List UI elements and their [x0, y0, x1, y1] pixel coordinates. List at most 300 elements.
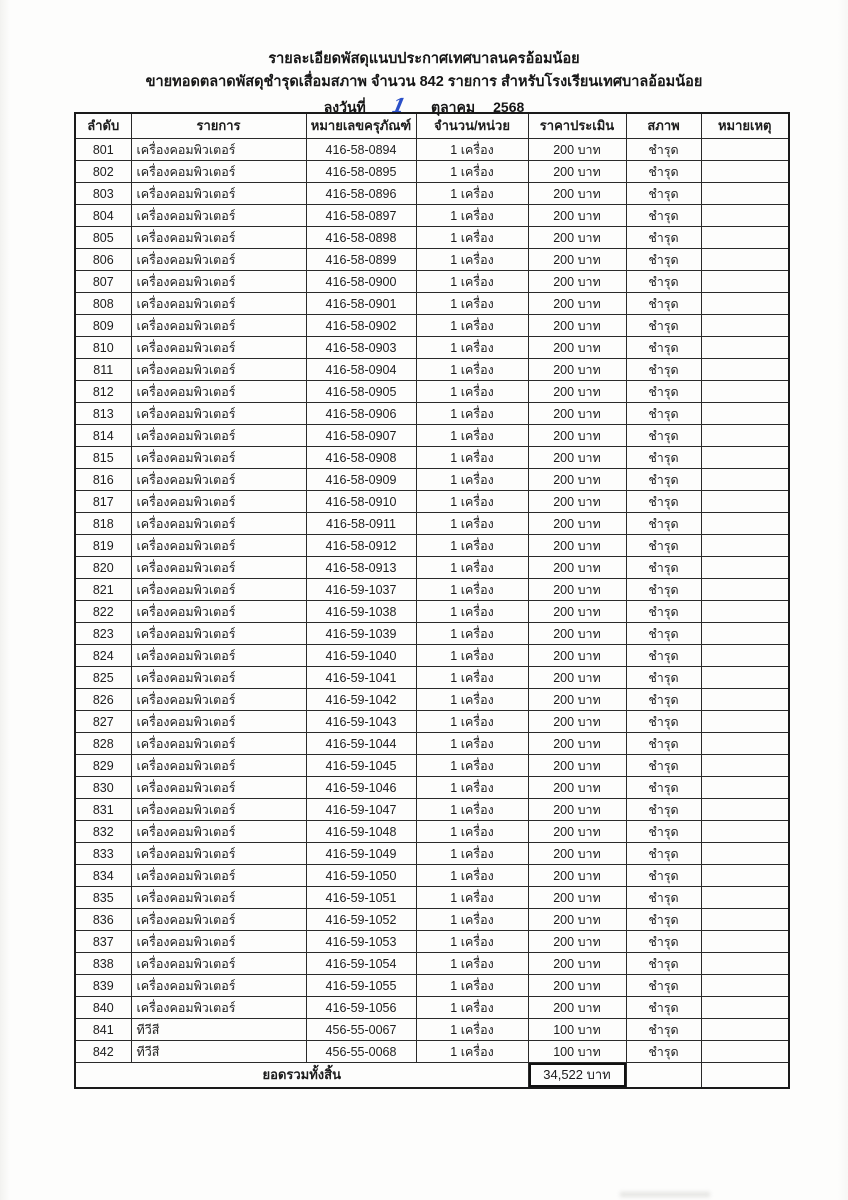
table-row [75, 513, 789, 535]
cell-condition: ชำรุด [626, 953, 701, 975]
cell-quantity: 1 เครื่อง [416, 909, 528, 931]
cell-item: เครื่องคอมพิวเตอร์ [131, 161, 306, 183]
table-row [75, 843, 789, 865]
table-row [75, 931, 789, 953]
cell-index: 814 [75, 425, 131, 447]
table-row [75, 425, 789, 447]
table-row [75, 579, 789, 601]
cell-serial: 416-59-1053 [306, 931, 416, 953]
cell-item: เครื่องคอมพิวเตอร์ [131, 953, 306, 975]
cell-serial: 416-58-0894 [306, 139, 416, 161]
cell-note [701, 139, 789, 161]
cell-item: เครื่องคอมพิวเตอร์ [131, 579, 306, 601]
total-row [75, 1063, 789, 1089]
cell-price: 200 บาท [528, 689, 626, 711]
scan-artifact [620, 1192, 710, 1197]
cell-quantity: 1 เครื่อง [416, 381, 528, 403]
cell-serial: 456-55-0067 [306, 1019, 416, 1041]
cell-condition: ชำรุด [626, 909, 701, 931]
table-row [75, 227, 789, 249]
cell-price: 200 บาท [528, 975, 626, 997]
cell-index: 819 [75, 535, 131, 557]
cell-condition: ชำรุด [626, 293, 701, 315]
table-row [75, 491, 789, 513]
cell-item: เครื่องคอมพิวเตอร์ [131, 667, 306, 689]
cell-serial: 416-59-1037 [306, 579, 416, 601]
cell-price: 100 บาท [528, 1019, 626, 1041]
cell-condition: ชำรุด [626, 227, 701, 249]
cell-quantity: 1 เครื่อง [416, 469, 528, 491]
cell-price: 200 บาท [528, 513, 626, 535]
cell-note [701, 183, 789, 205]
date-prefix-label: ลงวันที่ [323, 99, 366, 115]
asset-table [74, 112, 790, 1089]
cell-note [701, 447, 789, 469]
cell-note [701, 205, 789, 227]
table-row [75, 953, 789, 975]
cell-condition: ชำรุด [626, 931, 701, 953]
cell-condition: ชำรุด [626, 447, 701, 469]
cell-price: 200 บาท [528, 755, 626, 777]
table-row [75, 403, 789, 425]
cell-item: เครื่องคอมพิวเตอร์ [131, 227, 306, 249]
cell-condition: ชำรุด [626, 711, 701, 733]
cell-price: 200 บาท [528, 667, 626, 689]
cell-note [701, 953, 789, 975]
table-row [75, 293, 789, 315]
cell-condition: ชำรุด [626, 623, 701, 645]
cell-quantity: 1 เครื่อง [416, 953, 528, 975]
cell-serial: 416-58-0911 [306, 513, 416, 535]
table-row [75, 271, 789, 293]
cell-condition: ชำรุด [626, 865, 701, 887]
column-header-note: หมายเหตุ [701, 113, 789, 139]
column-header-serial: หมายเลขครุภัณฑ์ [306, 113, 416, 139]
cell-serial: 416-58-0910 [306, 491, 416, 513]
cell-condition: ชำรุด [626, 975, 701, 997]
cell-quantity: 1 เครื่อง [416, 843, 528, 865]
cell-item: เครื่องคอมพิวเตอร์ [131, 447, 306, 469]
cell-index: 812 [75, 381, 131, 403]
cell-quantity: 1 เครื่อง [416, 403, 528, 425]
cell-index: 810 [75, 337, 131, 359]
cell-condition: ชำรุด [626, 997, 701, 1019]
column-header-condition: สภาพ [626, 113, 701, 139]
cell-index: 806 [75, 249, 131, 271]
cell-condition: ชำรุด [626, 557, 701, 579]
cell-condition: ชำรุด [626, 271, 701, 293]
cell-index: 839 [75, 975, 131, 997]
cell-quantity: 1 เครื่อง [416, 139, 528, 161]
cell-quantity: 1 เครื่อง [416, 733, 528, 755]
cell-note [701, 381, 789, 403]
table-header-row [75, 113, 789, 139]
handwritten-date-day: 1 [389, 95, 408, 117]
cell-note [701, 843, 789, 865]
cell-index: 818 [75, 513, 131, 535]
cell-price: 200 บาท [528, 909, 626, 931]
cell-quantity: 1 เครื่อง [416, 359, 528, 381]
cell-quantity: 1 เครื่อง [416, 491, 528, 513]
cell-index: 828 [75, 733, 131, 755]
cell-serial: 416-59-1051 [306, 887, 416, 909]
cell-condition: ชำรุด [626, 777, 701, 799]
cell-index: 815 [75, 447, 131, 469]
cell-price: 200 บาท [528, 469, 626, 491]
cell-note [701, 557, 789, 579]
cell-serial: 416-59-1054 [306, 953, 416, 975]
cell-index: 805 [75, 227, 131, 249]
cell-item: เครื่องคอมพิวเตอร์ [131, 491, 306, 513]
cell-item: เครื่องคอมพิวเตอร์ [131, 469, 306, 491]
cell-index: 820 [75, 557, 131, 579]
cell-note [701, 425, 789, 447]
table-row [75, 1041, 789, 1063]
cell-item: เครื่องคอมพิวเตอร์ [131, 909, 306, 931]
document-title-line2: ขายทอดตลาดพัสดุชำรุดเสื่อมสภาพ จำนวน 842 รายการ สำหรับโรงเรียนเทศบาลอ้อมน้อย [145, 74, 703, 90]
cell-note [701, 997, 789, 1019]
cell-condition: ชำรุด [626, 645, 701, 667]
cell-item: เครื่องคอมพิวเตอร์ [131, 711, 306, 733]
cell-index: 817 [75, 491, 131, 513]
cell-serial: 416-58-0904 [306, 359, 416, 381]
cell-condition: ชำรุด [626, 381, 701, 403]
cell-serial: 416-59-1042 [306, 689, 416, 711]
cell-serial: 416-59-1045 [306, 755, 416, 777]
cell-serial: 416-59-1048 [306, 821, 416, 843]
cell-quantity: 1 เครื่อง [416, 557, 528, 579]
cell-item: ทีวีสี [131, 1019, 306, 1041]
cell-note [701, 249, 789, 271]
cell-index: 811 [75, 359, 131, 381]
cell-price: 200 บาท [528, 931, 626, 953]
cell-price: 200 บาท [528, 183, 626, 205]
table-row [75, 601, 789, 623]
document-header [0, 0, 848, 118]
cell-price: 200 บาท [528, 799, 626, 821]
cell-serial: 416-58-0905 [306, 381, 416, 403]
cell-index: 807 [75, 271, 131, 293]
cell-quantity: 1 เครื่อง [416, 777, 528, 799]
cell-serial: 416-59-1044 [306, 733, 416, 755]
cell-serial: 416-59-1047 [306, 799, 416, 821]
cell-price: 200 บาท [528, 161, 626, 183]
table-row [75, 997, 789, 1019]
cell-note [701, 403, 789, 425]
cell-index: 840 [75, 997, 131, 1019]
cell-note [701, 315, 789, 337]
table-row [75, 623, 789, 645]
table-row [75, 249, 789, 271]
cell-index: 816 [75, 469, 131, 491]
cell-condition: ชำรุด [626, 205, 701, 227]
cell-item: เครื่องคอมพิวเตอร์ [131, 777, 306, 799]
cell-quantity: 1 เครื่อง [416, 755, 528, 777]
cell-item: เครื่องคอมพิวเตอร์ [131, 249, 306, 271]
cell-item: เครื่องคอมพิวเตอร์ [131, 887, 306, 909]
cell-item: เครื่องคอมพิวเตอร์ [131, 271, 306, 293]
cell-condition: ชำรุด [626, 821, 701, 843]
column-header-quantity: จำนวน/หน่วย [416, 113, 528, 139]
cell-quantity: 1 เครื่อง [416, 271, 528, 293]
cell-quantity: 1 เครื่อง [416, 205, 528, 227]
cell-quantity: 1 เครื่อง [416, 513, 528, 535]
cell-note [701, 645, 789, 667]
cell-price: 200 บาท [528, 381, 626, 403]
cell-serial: 456-55-0068 [306, 1041, 416, 1063]
cell-index: 833 [75, 843, 131, 865]
cell-item: เครื่องคอมพิวเตอร์ [131, 315, 306, 337]
cell-quantity: 1 เครื่อง [416, 183, 528, 205]
cell-quantity: 1 เครื่อง [416, 425, 528, 447]
table-row [75, 359, 789, 381]
table-row [75, 777, 789, 799]
table-row [75, 161, 789, 183]
cell-condition: ชำรุด [626, 403, 701, 425]
cell-serial: 416-59-1039 [306, 623, 416, 645]
cell-condition: ชำรุด [626, 887, 701, 909]
cell-serial: 416-58-0898 [306, 227, 416, 249]
table-row [75, 711, 789, 733]
cell-price: 200 บาท [528, 777, 626, 799]
cell-index: 831 [75, 799, 131, 821]
cell-item: เครื่องคอมพิวเตอร์ [131, 975, 306, 997]
total-value: 34,522 บาท [528, 1063, 626, 1089]
cell-index: 824 [75, 645, 131, 667]
cell-price: 200 บาท [528, 997, 626, 1019]
cell-quantity: 1 เครื่อง [416, 799, 528, 821]
cell-note [701, 1019, 789, 1041]
table-row [75, 205, 789, 227]
cell-price: 200 บาท [528, 205, 626, 227]
cell-note [701, 535, 789, 557]
cell-quantity: 1 เครื่อง [416, 689, 528, 711]
table-row [75, 315, 789, 337]
cell-index: 832 [75, 821, 131, 843]
cell-serial: 416-59-1050 [306, 865, 416, 887]
cell-index: 809 [75, 315, 131, 337]
cell-price: 200 บาท [528, 359, 626, 381]
table-row [75, 469, 789, 491]
cell-note [701, 359, 789, 381]
cell-quantity: 1 เครื่อง [416, 293, 528, 315]
cell-serial: 416-58-0899 [306, 249, 416, 271]
cell-quantity: 1 เครื่อง [416, 931, 528, 953]
table-row [75, 645, 789, 667]
cell-note [701, 227, 789, 249]
cell-note [701, 469, 789, 491]
table-row [75, 183, 789, 205]
cell-index: 830 [75, 777, 131, 799]
cell-quantity: 1 เครื่อง [416, 821, 528, 843]
cell-note [701, 865, 789, 887]
cell-item: เครื่องคอมพิวเตอร์ [131, 183, 306, 205]
cell-note [701, 887, 789, 909]
table-row [75, 337, 789, 359]
cell-serial: 416-58-0909 [306, 469, 416, 491]
cell-serial: 416-59-1043 [306, 711, 416, 733]
column-header-index: ลำดับ [75, 113, 131, 139]
cell-condition: ชำรุด [626, 579, 701, 601]
cell-price: 200 บาท [528, 315, 626, 337]
cell-serial: 416-58-0903 [306, 337, 416, 359]
cell-price: 200 บาท [528, 953, 626, 975]
cell-note [701, 733, 789, 755]
cell-quantity: 1 เครื่อง [416, 1041, 528, 1063]
cell-item: เครื่องคอมพิวเตอร์ [131, 689, 306, 711]
cell-condition: ชำรุด [626, 799, 701, 821]
cell-price: 200 บาท [528, 403, 626, 425]
cell-price: 200 บาท [528, 337, 626, 359]
cell-condition: ชำรุด [626, 249, 701, 271]
cell-quantity: 1 เครื่อง [416, 975, 528, 997]
table-row [75, 909, 789, 931]
table-row [75, 755, 789, 777]
cell-note [701, 1041, 789, 1063]
date-year-label: 2568 [493, 99, 525, 115]
cell-note [701, 513, 789, 535]
cell-index: 842 [75, 1041, 131, 1063]
cell-note [701, 271, 789, 293]
table-row [75, 799, 789, 821]
cell-price: 200 บาท [528, 425, 626, 447]
cell-item: เครื่องคอมพิวเตอร์ [131, 821, 306, 843]
cell-price: 200 บาท [528, 645, 626, 667]
cell-quantity: 1 เครื่อง [416, 337, 528, 359]
cell-index: 808 [75, 293, 131, 315]
cell-serial: 416-59-1041 [306, 667, 416, 689]
table-row [75, 139, 789, 161]
cell-index: 836 [75, 909, 131, 931]
cell-condition: ชำรุด [626, 183, 701, 205]
cell-price: 200 บาท [528, 271, 626, 293]
cell-condition: ชำรุด [626, 337, 701, 359]
cell-condition: ชำรุด [626, 755, 701, 777]
cell-item: เครื่องคอมพิวเตอร์ [131, 205, 306, 227]
cell-index: 834 [75, 865, 131, 887]
cell-quantity: 1 เครื่อง [416, 249, 528, 271]
table-row [75, 667, 789, 689]
cell-serial: 416-58-0908 [306, 447, 416, 469]
cell-condition: ชำรุด [626, 1019, 701, 1041]
cell-condition: ชำรุด [626, 843, 701, 865]
cell-index: 821 [75, 579, 131, 601]
cell-serial: 416-58-0901 [306, 293, 416, 315]
cell-item: เครื่องคอมพิวเตอร์ [131, 733, 306, 755]
cell-serial: 416-58-0913 [306, 557, 416, 579]
cell-note [701, 755, 789, 777]
cell-item: ทีวีสี [131, 1041, 306, 1063]
cell-item: เครื่องคอมพิวเตอร์ [131, 557, 306, 579]
cell-note [701, 777, 789, 799]
table-row [75, 381, 789, 403]
document-title-line1: รายละเอียดพัสดุแนบประกาศเทศบาลนครอ้อมน้อย [268, 51, 580, 67]
total-label: ยอดรวมทั้งสิ้น [75, 1063, 528, 1089]
cell-index: 841 [75, 1019, 131, 1041]
cell-item: เครื่องคอมพิวเตอร์ [131, 645, 306, 667]
cell-condition: ชำรุด [626, 359, 701, 381]
cell-index: 804 [75, 205, 131, 227]
cell-condition: ชำรุด [626, 667, 701, 689]
cell-quantity: 1 เครื่อง [416, 1019, 528, 1041]
cell-price: 200 บาท [528, 491, 626, 513]
cell-price: 200 บาท [528, 139, 626, 161]
table-body [75, 139, 789, 1063]
cell-index: 838 [75, 953, 131, 975]
cell-condition: ชำรุด [626, 161, 701, 183]
cell-serial: 416-58-0912 [306, 535, 416, 557]
cell-item: เครื่องคอมพิวเตอร์ [131, 623, 306, 645]
cell-note [701, 579, 789, 601]
total-condition-cell [626, 1063, 701, 1089]
cell-price: 200 บาท [528, 843, 626, 865]
cell-note [701, 909, 789, 931]
total-note-cell [701, 1063, 789, 1089]
cell-serial: 416-59-1049 [306, 843, 416, 865]
cell-price: 200 บาท [528, 249, 626, 271]
cell-quantity: 1 เครื่อง [416, 161, 528, 183]
cell-index: 822 [75, 601, 131, 623]
cell-condition: ชำรุด [626, 1041, 701, 1063]
cell-price: 200 บาท [528, 447, 626, 469]
cell-quantity: 1 เครื่อง [416, 645, 528, 667]
cell-note [701, 799, 789, 821]
cell-condition: ชำรุด [626, 469, 701, 491]
table-row [75, 865, 789, 887]
cell-condition: ชำรุด [626, 689, 701, 711]
cell-price: 200 บาท [528, 733, 626, 755]
cell-condition: ชำรุด [626, 491, 701, 513]
cell-note [701, 689, 789, 711]
table-row [75, 887, 789, 909]
cell-item: เครื่องคอมพิวเตอร์ [131, 425, 306, 447]
cell-quantity: 1 เครื่อง [416, 579, 528, 601]
cell-note [701, 931, 789, 953]
cell-note [701, 491, 789, 513]
table-row [75, 1019, 789, 1041]
cell-note [701, 601, 789, 623]
cell-item: เครื่องคอมพิวเตอร์ [131, 997, 306, 1019]
cell-price: 200 บาท [528, 711, 626, 733]
table-row [75, 689, 789, 711]
cell-serial: 416-58-0897 [306, 205, 416, 227]
table-row [75, 447, 789, 469]
cell-price: 200 บาท [528, 293, 626, 315]
cell-index: 803 [75, 183, 131, 205]
cell-serial: 416-58-0896 [306, 183, 416, 205]
cell-quantity: 1 เครื่อง [416, 887, 528, 909]
table-row [75, 535, 789, 557]
cell-condition: ชำรุด [626, 315, 701, 337]
date-month-label: ตุลาคม [431, 99, 476, 115]
cell-index: 801 [75, 139, 131, 161]
cell-item: เครื่องคอมพิวเตอร์ [131, 865, 306, 887]
cell-item: เครื่องคอมพิวเตอร์ [131, 293, 306, 315]
cell-price: 200 บาท [528, 535, 626, 557]
cell-condition: ชำรุด [626, 535, 701, 557]
cell-item: เครื่องคอมพิวเตอร์ [131, 403, 306, 425]
cell-serial: 416-58-0895 [306, 161, 416, 183]
cell-note [701, 293, 789, 315]
cell-quantity: 1 เครื่อง [416, 227, 528, 249]
cell-price: 200 บาท [528, 887, 626, 909]
cell-quantity: 1 เครื่อง [416, 865, 528, 887]
cell-serial: 416-58-0900 [306, 271, 416, 293]
cell-quantity: 1 เครื่อง [416, 997, 528, 1019]
cell-index: 837 [75, 931, 131, 953]
cell-item: เครื่องคอมพิวเตอร์ [131, 381, 306, 403]
cell-price: 200 บาท [528, 579, 626, 601]
